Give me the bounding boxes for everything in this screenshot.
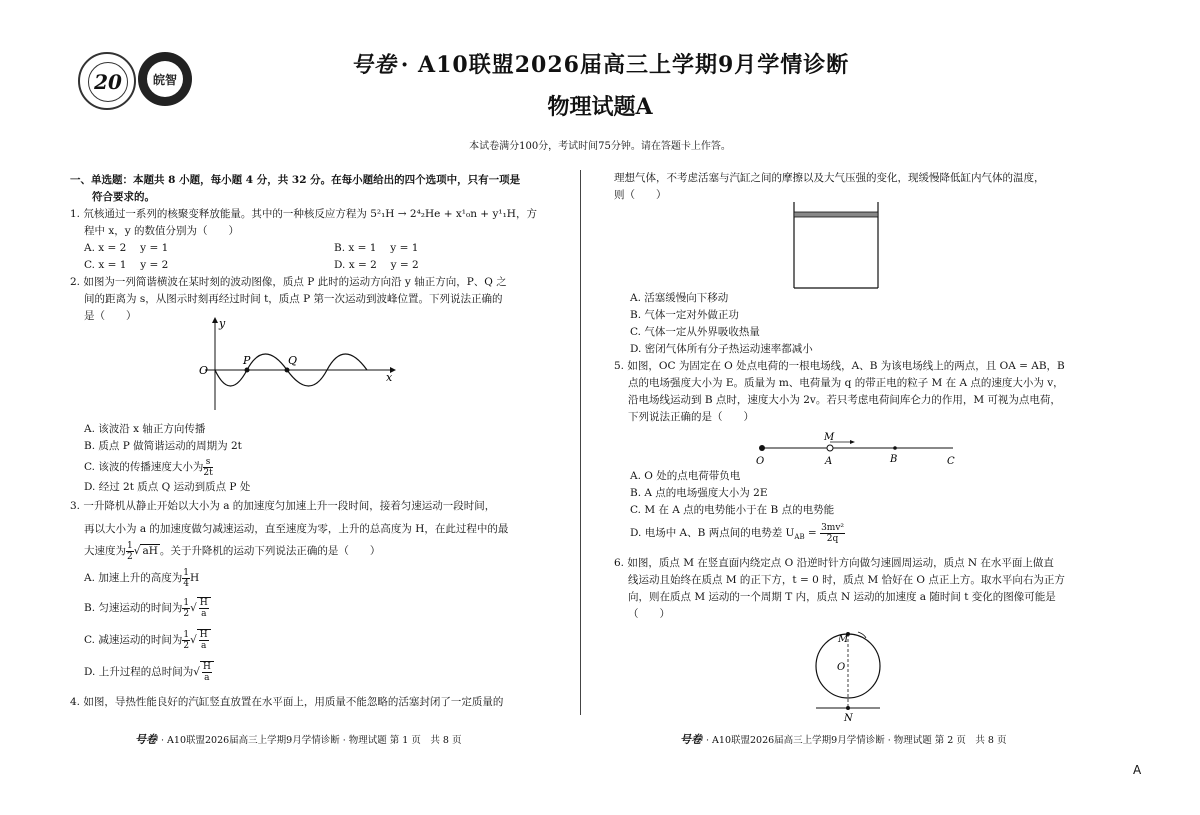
question-5-line4: 下列说法正确的是（ ）: [628, 411, 754, 423]
question-2-line3: 是（ ）: [84, 310, 137, 322]
question-1: 1. 氘核通过一系列的核聚变释放能量。其中的一种核反应方程为 5²₁H → 2⁴₂He + x¹₀n + y¹₁H，方: [70, 208, 537, 220]
footer-brand: 号卷: [680, 733, 702, 746]
numerator: 1: [183, 629, 190, 640]
denominator: 2t: [203, 467, 213, 478]
option-2d: D. 经过 2t 质点 Q 运动到质点 P 处: [84, 481, 251, 493]
option-5a: A. O 处的点电荷带负电: [630, 470, 741, 482]
numerator: H: [199, 598, 208, 608]
label-n: N: [844, 713, 853, 724]
denominator: 2: [127, 551, 133, 562]
option-3b: B. 匀速运动的时间为 $\frac{1}{2}$ √ $\frac{H}{a}$: [70, 592, 550, 624]
option-2c: [70, 455, 550, 479]
option-2c-text: C. 该波的传播速度大小为: [84, 461, 204, 473]
exam-title-text: · A10联盟2026届高三上学期9月学情诊断: [400, 52, 850, 78]
denominator: a: [204, 673, 210, 683]
question-1-options-row2: [70, 257, 550, 274]
question-2: 2. 如图为一列简谐横波在某时刻的波动图像，质点 P 此时的运动方向沿 y 轴正方向，P、Q 之: [70, 276, 507, 288]
question-6-line3: 向，则在质点 M 运动的一个周期 T 内，质点 N 运动的加速度 a 随时间 t 变化的图像可能是: [628, 591, 1056, 604]
option-4b: B. 气体一定对外做正功: [630, 309, 739, 321]
label-b: B: [890, 454, 898, 465]
footer-left: [135, 731, 461, 747]
numerator: s: [203, 457, 212, 468]
numerator: H: [202, 662, 211, 672]
option-1d: D. x = 2 y = 2: [334, 259, 419, 271]
question-3-line2: 再以大小为 a 的加速度做匀减速运动，直至速度为零，上升的总高度为 H，在此过程中的最: [84, 523, 509, 535]
left-column: [70, 172, 550, 711]
numerator: H: [199, 630, 208, 640]
origin-label: O: [199, 364, 209, 377]
option-2b: B. 质点 P 做简谐运动的周期为 2t: [84, 440, 242, 452]
q3-text-end: 。关于升降机的运动下列说法正确的是（ ）: [159, 545, 381, 557]
exam-notice: 本试卷满分100分，考试时间75分钟。请在答题卡上作答。: [469, 141, 731, 152]
exam-subtitle: 物理试题A: [547, 94, 653, 120]
numerator: 3mv²: [821, 522, 845, 533]
question-3: 3. 一升降机从静止开始以大小为 a 的加速度匀加速上升一段时间，接着匀速运动一段时间，: [70, 500, 496, 512]
option-3c-text: C. 减速运动的时间为: [84, 634, 183, 646]
question-6-line4: （ ）: [628, 608, 670, 621]
q-label: Q: [288, 354, 298, 367]
point-n: [846, 706, 850, 710]
footer-brand: 号卷: [135, 733, 157, 746]
footer-right-text: · A10联盟2026届高三上学期9月学情诊断 · 物理试题 第 2 页 共 8 页: [706, 735, 1007, 746]
circular-motion-figure: [808, 626, 888, 726]
label-a: A: [825, 456, 833, 467]
sqrt-fraction: [197, 629, 211, 651]
denominator: 4: [183, 578, 189, 589]
fraction: [203, 457, 212, 478]
footer-left-text: · A10联盟2026届高三上学期9月学情诊断 · 物理试题 第 1 页 共 8 页: [161, 735, 462, 746]
velocity-arrowhead: [850, 440, 855, 444]
subscript: AB: [794, 533, 805, 542]
y-axis-arrow: [212, 317, 218, 323]
education-logo-mark: 皖智: [147, 61, 183, 97]
exam-title: [0, 48, 1200, 79]
alliance-logo-mark: 20: [88, 62, 128, 102]
section-heading-2: 符合要求的。: [92, 191, 155, 203]
denominator: 2: [183, 640, 190, 651]
question-5: 5. 如图，OC 为固定在 O 处点电荷的一根电场线，A、B 为该电场线上的两点，且 OA = AB，B: [614, 360, 1065, 372]
point-q: [285, 368, 290, 373]
numerator: 1: [183, 597, 190, 608]
question-3-line3: 大速度为 $\frac{1}{2}$ √ aH 。关于升降机的运动下列说法正确的是（ ）: [84, 540, 381, 562]
question-4-line3: 则（ ）: [614, 189, 667, 201]
sqrt-fraction: [200, 661, 214, 683]
option-5d: [614, 519, 1090, 551]
q3-text: 大速度为: [84, 545, 126, 557]
y-axis-label: y: [219, 317, 226, 330]
label-c: C: [947, 456, 955, 467]
question-4-line2: 理想气体，不考虑活塞与汽缸之间的摩擦以及大气压强的变化，现缓慢降低缸内气体的温度，: [614, 172, 1045, 184]
x-axis-label: x: [386, 371, 393, 384]
fraction: [820, 523, 845, 544]
question-2-line2: 间的距离为 s，从图示时刻再经过时间 t，质点 P 第一次运动到波峰位置。下列说法正确的: [84, 293, 503, 305]
option-3d-text: D. 上升过程的总时间为: [84, 666, 194, 678]
cylinder-figure: [788, 200, 884, 292]
option-3a-text: A. 加速上升的高度为: [84, 572, 183, 584]
option-3a-h: H: [190, 572, 200, 584]
question-6: 6. 如图，质点 M 在竖直面内绕定点 O 沿逆时针方向做匀速圆周运动，质点 N 在水平面上做直: [614, 557, 1054, 570]
option-1c: C. x = 1 y = 2: [84, 259, 169, 271]
question-1-line2: 程中 x，y 的数值分别为（ ）: [84, 225, 240, 237]
question-4: 4. 如图，导热性能良好的汽缸竖直放置在水平面上，用质量不能忽略的活塞封闭了一定质量的: [70, 696, 504, 708]
option-3c: C. 减速运动的时间为 $\frac{1}{2}$ √ $\frac{H}{a}$: [70, 624, 550, 656]
numerator: 1: [183, 567, 189, 578]
paper-version-label: A: [1133, 763, 1142, 777]
p-label: P: [243, 354, 251, 367]
point-p: [245, 368, 250, 373]
footer-right: [680, 731, 1006, 747]
equals: =: [804, 527, 821, 539]
option-1a: A. x = 2 y = 1: [84, 242, 169, 254]
label-o: O: [756, 456, 765, 467]
point-b: [893, 446, 897, 450]
option-5d-text: D. 电场中 A、B 两点间的电势差 U: [630, 527, 795, 539]
numerator: 1: [127, 540, 133, 551]
fraction: [182, 568, 190, 589]
fraction: [126, 541, 134, 562]
option-5c: C. M 在 A 点的电势能小于在 B 点的电势能: [630, 504, 835, 516]
option-1b: B. x = 1 y = 1: [334, 242, 419, 254]
question-5-line3: 沿电场线运动到 B 点时，速度大小为 2v。若只考虑电荷间库仑力的作用，M 可视为点电荷，: [628, 394, 1061, 406]
question-6-line2: 线运动且始终在质点 M 的正下方，t = 0 时，质点 M 恰好在 O 点正上方。取水平向右为正方: [628, 574, 1065, 587]
point-charge-o: [759, 445, 765, 451]
label-m: M: [838, 634, 849, 645]
question-1-options-row1: [70, 240, 550, 257]
question-5-line2: 点的电场强度大小为 E。质量为 m、电荷量为 q 的带正电的粒子 M 在 A 点的速度大小为 v，: [628, 377, 1064, 389]
option-2a: A. 该波沿 x 轴正方向传播: [84, 423, 206, 435]
option-3a: [70, 564, 550, 592]
denominator: a: [201, 641, 207, 651]
piston: [794, 212, 878, 217]
denominator: a: [201, 609, 207, 619]
option-4a: A. 活塞缓慢向下移动: [630, 292, 729, 304]
label-o: O: [837, 662, 846, 673]
sqrt-content: aH: [142, 545, 158, 557]
option-3d: D. 上升过程的总时间为√ $\frac{H}{a}$: [70, 656, 550, 688]
label-m: M: [824, 432, 835, 443]
field-line-figure: [748, 430, 964, 468]
brand-mark: 号卷: [350, 52, 397, 78]
section-heading: 一、单选题：本题共 8 小题，每小题 4 分，共 32 分。在每小题给出的四个选项中，只有一项是: [70, 174, 521, 186]
option-5b: B. A 点的电场强度大小为 2E: [630, 487, 768, 499]
denominator: 2: [183, 608, 190, 619]
option-3b-text: B. 匀速运动的时间为: [84, 602, 183, 614]
sqrt-fraction: [197, 597, 211, 619]
denominator: 2q: [826, 533, 839, 544]
wave-figure: [195, 315, 405, 415]
fraction: [182, 598, 190, 619]
particle-m: [827, 445, 833, 451]
option-4d: D. 密闭气体所有分子热运动速率都减小: [630, 343, 813, 355]
column-divider: [580, 170, 581, 715]
fraction: [182, 630, 190, 651]
option-4c: C. 气体一定从外界吸收热量: [630, 326, 760, 338]
